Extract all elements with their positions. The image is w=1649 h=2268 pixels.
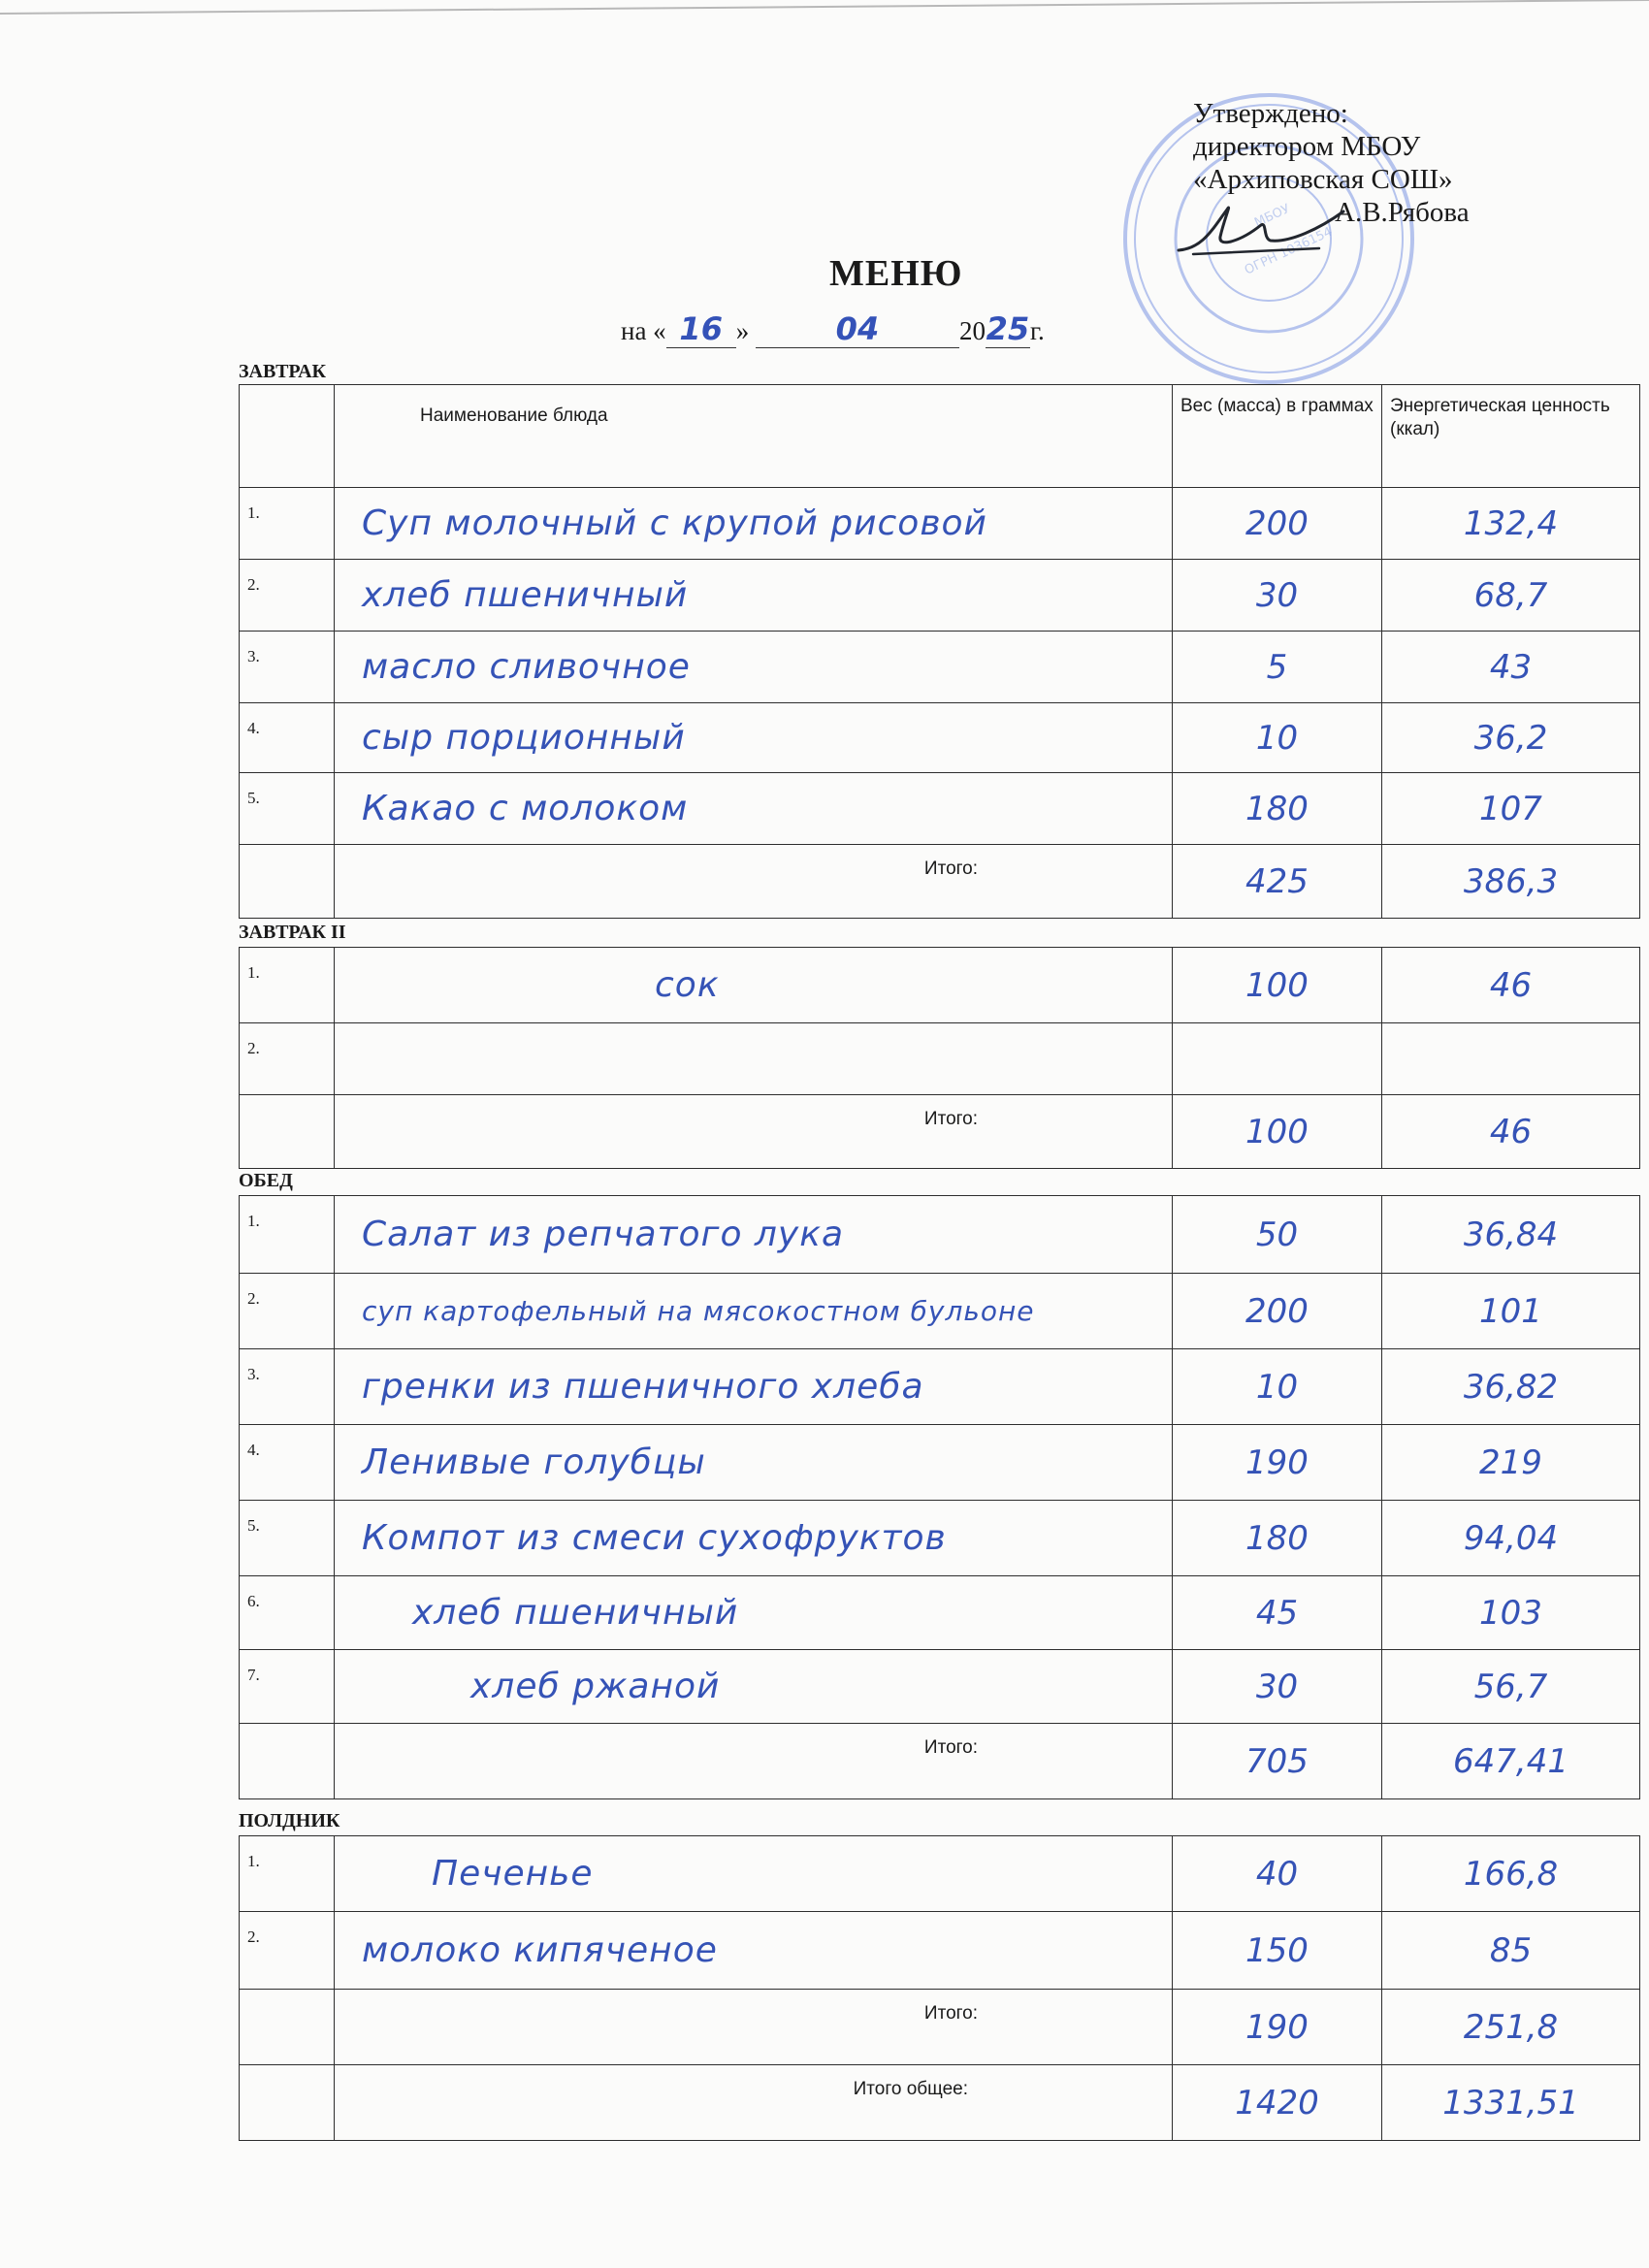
table-row (240, 632, 1640, 703)
dish-weight: 5 (1173, 632, 1382, 703)
dish-name: Компот из смеси сухофруктов (335, 1501, 1173, 1576)
dish-weight: 180 (1173, 773, 1382, 845)
dish-weight: 45 (1173, 1576, 1382, 1650)
dish-energy: 43 (1382, 632, 1640, 703)
section-lunch-label: ОБЕД (239, 1170, 293, 1191)
header-weight: Вес (масса) в граммах (1173, 385, 1382, 488)
row-number: 3. (240, 632, 335, 703)
table-row (240, 1650, 1640, 1724)
svg-text:ОГРН 1036154: ОГРН 1036154 (1242, 224, 1335, 278)
row-number: 2. (240, 560, 335, 632)
total-energy: 386,3 (1382, 845, 1640, 919)
dish-name: Суп молочный с крупой рисовой (335, 488, 1173, 560)
dish-name: молоко кипяченое (335, 1912, 1173, 1990)
grand-total-weight: 1420 (1173, 2065, 1382, 2141)
total-label: Итого: (335, 1095, 1173, 1169)
dish-weight: 180 (1173, 1501, 1382, 1576)
dish-weight: 190 (1173, 1425, 1382, 1501)
breakfast2-table (239, 947, 1640, 1169)
date-mid: » (735, 316, 750, 345)
table-row (240, 560, 1640, 632)
dish-name (335, 1023, 1173, 1095)
approval-line-1: Утверждено: (1193, 98, 1348, 129)
table-row (240, 1912, 1640, 1990)
dish-weight: 100 (1173, 948, 1382, 1023)
row-number: 1. (240, 1196, 335, 1274)
dish-weight: 200 (1173, 1274, 1382, 1349)
header-energy: Энергетическая ценность (ккал) (1382, 385, 1640, 488)
total-energy: 46 (1382, 1095, 1640, 1169)
dish-name: хлеб ржаной (335, 1650, 1173, 1724)
table-row (240, 488, 1640, 560)
dish-energy: 101 (1382, 1274, 1640, 1349)
date-day: 16 (679, 310, 723, 347)
total-label: Итого: (335, 1724, 1173, 1799)
table-row (240, 948, 1640, 1023)
header-dish-name: Наименование блюда (335, 385, 1173, 488)
row-number: 2. (240, 1274, 335, 1349)
lunch-table (239, 1195, 1640, 1799)
handwritten-signature (1174, 190, 1348, 268)
dish-weight: 30 (1173, 560, 1382, 632)
total-row (240, 845, 1640, 919)
menu-date (621, 310, 1045, 348)
total-row (240, 1724, 1640, 1799)
row-number: 2. (240, 1912, 335, 1990)
dish-name: хлеб пшеничный (335, 1576, 1173, 1650)
dish-energy: 94,04 (1382, 1501, 1640, 1576)
row-number: 1. (240, 488, 335, 560)
row-number: 5. (240, 1501, 335, 1576)
date-suffix: г. (1029, 316, 1045, 345)
dish-weight: 10 (1173, 1349, 1382, 1425)
dish-name: масло сливочное (335, 632, 1173, 703)
dish-energy: 107 (1382, 773, 1640, 845)
dish-weight: 150 (1173, 1912, 1382, 1990)
approval-signer: А.В.Рябова (1335, 197, 1470, 228)
table-row (240, 1274, 1640, 1349)
dish-weight (1173, 1023, 1382, 1095)
total-energy: 251,8 (1382, 1990, 1640, 2065)
table-row (240, 1196, 1640, 1274)
dish-weight: 50 (1173, 1196, 1382, 1274)
total-weight: 100 (1173, 1095, 1382, 1169)
section-breakfast2-label: ЗАВТРАК II (239, 922, 346, 943)
dish-name: сок (335, 948, 1173, 1023)
date-month: 04 (835, 310, 880, 347)
snack-table (239, 1835, 1640, 2141)
row-number: 1. (240, 948, 335, 1023)
table-row (240, 1576, 1640, 1650)
table-header-row (240, 385, 1640, 488)
table-row (240, 1425, 1640, 1501)
table-row (240, 703, 1640, 773)
row-number: 7. (240, 1650, 335, 1724)
table-row (240, 1501, 1640, 1576)
row-number: 6. (240, 1576, 335, 1650)
table-row (240, 1023, 1640, 1095)
total-row (240, 1095, 1640, 1169)
total-weight: 425 (1173, 845, 1382, 919)
total-row (240, 1990, 1640, 2065)
date-year-prefix: 20 (958, 316, 986, 345)
dish-name: суп картофельный на мясокостном бульоне (335, 1274, 1173, 1349)
row-number: 1. (240, 1836, 335, 1912)
total-weight: 190 (1173, 1990, 1382, 2065)
dish-energy: 46 (1382, 948, 1640, 1023)
dish-energy: 68,7 (1382, 560, 1640, 632)
table-row (240, 1836, 1640, 1912)
dish-energy (1382, 1023, 1640, 1095)
dish-name: сыр порционный (335, 703, 1173, 773)
grand-total-energy: 1331,51 (1382, 2065, 1640, 2141)
dish-weight: 30 (1173, 1650, 1382, 1724)
row-number: 3. (240, 1349, 335, 1425)
dish-energy: 36,82 (1382, 1349, 1640, 1425)
approval-line-2: директором МБОУ (1193, 131, 1421, 162)
dish-name: Ленивые голубцы (335, 1425, 1173, 1501)
dish-energy: 219 (1382, 1425, 1640, 1501)
section-snack-label: ПОЛДНИК (239, 1810, 340, 1831)
section-breakfast-label: ЗАВТРАК (239, 361, 327, 382)
dish-name: Салат из репчатого лука (335, 1196, 1173, 1274)
dish-energy: 103 (1382, 1576, 1640, 1650)
total-weight: 705 (1173, 1724, 1382, 1799)
dish-energy: 56,7 (1382, 1650, 1640, 1724)
grand-total-row (240, 2065, 1640, 2141)
dish-name: Печенье (335, 1836, 1173, 1912)
total-label: Итого: (335, 1990, 1173, 2065)
dish-name: Какао с молоком (335, 773, 1173, 845)
row-number: 4. (240, 703, 335, 773)
dish-weight: 200 (1173, 488, 1382, 560)
date-year-suffix: 25 (986, 310, 1030, 347)
dish-name: гренки из пшеничного хлеба (335, 1349, 1173, 1425)
total-energy: 647,41 (1382, 1724, 1640, 1799)
page-title: МЕНЮ (829, 253, 963, 294)
breakfast-table (239, 384, 1640, 919)
grand-total-label: Итого общее: (335, 2065, 1173, 2141)
dish-weight: 40 (1173, 1836, 1382, 1912)
dish-name: хлеб пшеничный (335, 560, 1173, 632)
dish-energy: 36,2 (1382, 703, 1640, 773)
dish-energy: 36,84 (1382, 1196, 1640, 1274)
table-row (240, 1349, 1640, 1425)
date-prefix: на « (621, 316, 666, 345)
total-label: Итого: (335, 845, 1173, 919)
row-number: 4. (240, 1425, 335, 1501)
dish-weight: 10 (1173, 703, 1382, 773)
table-row (240, 773, 1640, 845)
svg-text:МБОУ: МБОУ (1252, 201, 1293, 231)
row-number: 2. (240, 1023, 335, 1095)
dish-energy: 166,8 (1382, 1836, 1640, 1912)
row-number: 5. (240, 773, 335, 845)
dish-energy: 132,4 (1382, 488, 1640, 560)
approval-line-3: «Архиповская СОШ» (1193, 164, 1453, 195)
dish-energy: 85 (1382, 1912, 1640, 1990)
